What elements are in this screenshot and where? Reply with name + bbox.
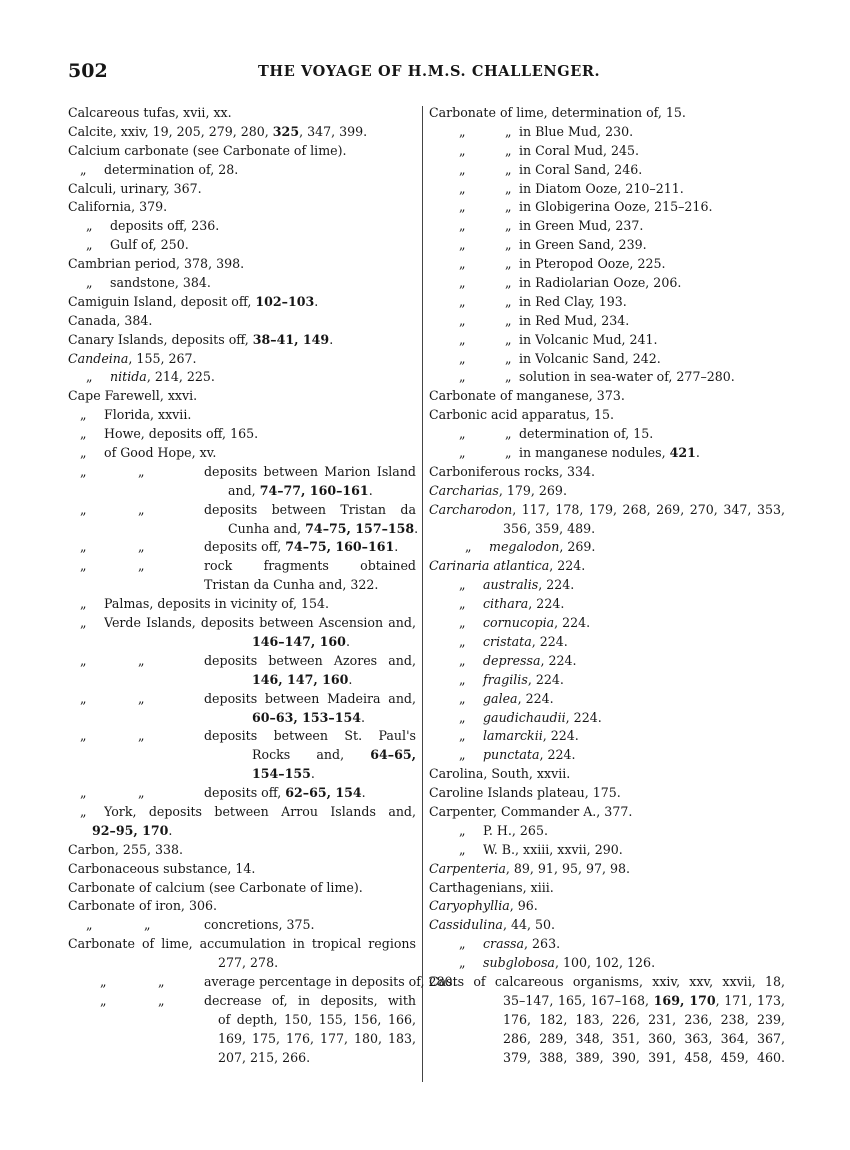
index-entry: „ fragilis, 224. bbox=[459, 671, 564, 687]
index-entry: 207, 215, 266. bbox=[218, 1049, 311, 1065]
index-entry: „ depressa, 224. bbox=[459, 652, 577, 668]
index-entry: 379, 388, 389, 390, 391, 458, 459, 460. bbox=[503, 1049, 785, 1065]
index-entry: „ lamarckii, 224. bbox=[459, 728, 579, 744]
index-entry: „ York, deposits between Arrou Islands and, bbox=[80, 803, 416, 819]
index-entry: Carcharias, 179, 269. bbox=[429, 482, 567, 498]
index-entry: „ „ average percentage in deposits of, 280. bbox=[100, 973, 457, 989]
index-entry: Carolina, South, xxvii. bbox=[429, 766, 571, 782]
index-entry: Canada, 384. bbox=[68, 312, 153, 328]
index-entry: Cambrian period, 378, 398. bbox=[68, 256, 245, 272]
index-entry: „ „ deposits between Azores and, bbox=[80, 652, 416, 668]
index-entry: „ „ in Green Sand, 239. bbox=[459, 237, 647, 253]
index-entry: „ crassa, 263. bbox=[459, 936, 561, 952]
index-entry: „ sandstone, 384. bbox=[86, 275, 211, 291]
index-entry: Cassidulina, 44, 50. bbox=[429, 917, 556, 933]
index-entry: „ „ concretions, 375. bbox=[86, 917, 315, 933]
index-entry: „ cristata, 224. bbox=[459, 633, 568, 649]
index-entry: „ Howe, deposits off, 165. bbox=[80, 426, 259, 442]
index-entry: 146–147, 160. bbox=[252, 633, 350, 649]
index-entry: California, 379. bbox=[68, 199, 168, 215]
index-entry: „ „ in Radiolarian Ooze, 206. bbox=[459, 275, 682, 291]
index-entry: 35–147, 165, 167–168, 169, 170, 171, 173, bbox=[503, 992, 785, 1008]
index-entry: „ „ determination of, 15. bbox=[459, 426, 654, 442]
index-entry: „ Palmas, deposits in vicinity of, 154. bbox=[80, 596, 330, 612]
index-entry: 176, 182, 183, 226, 231, 236, 238, 239, bbox=[503, 1011, 785, 1027]
index-entry: Carboniferous rocks, 334. bbox=[429, 463, 596, 479]
index-entry: 286, 289, 348, 351, 360, 363, 364, 367, bbox=[503, 1030, 785, 1046]
index-entry: Tristan da Cunha and, 322. bbox=[204, 577, 379, 593]
index-entry: „ Verde Islands, deposits between Ascension and, bbox=[80, 615, 416, 631]
page-number: 502 bbox=[68, 60, 108, 82]
index-entry: „ „ deposits off, 74–75, 160–161. bbox=[80, 539, 399, 555]
index-entry: „ „ decrease of, in deposits, with bbox=[100, 992, 416, 1008]
index-entry: 146, 147, 160. bbox=[252, 671, 353, 687]
index-entry: „ „ in Green Mud, 237. bbox=[459, 218, 644, 234]
index-entry: Calcite, xxiv, 19, 205, 279, 280, 325, 347, 399. bbox=[68, 123, 368, 139]
index-entry: „ determination of, 28. bbox=[80, 161, 239, 177]
index-entry: Casts of calcareous organisms, xxiv, xxv, xxvii, 18, bbox=[429, 973, 785, 989]
index-entry: „ subglobosa, 100, 102, 126. bbox=[459, 955, 656, 971]
index-entry: „ „ in manganese nodules, 421. bbox=[459, 445, 700, 461]
index-entry: Carbonate of calcium (see Carbonate of lime). bbox=[68, 879, 363, 895]
index-entry: Cunha and, 74–75, 157–158. bbox=[228, 520, 419, 536]
index-entry: „ „ in Volcanic Sand, 242. bbox=[459, 350, 661, 366]
index-entry: „ „ in Coral Sand, 246. bbox=[459, 161, 643, 177]
index-entry: Camiguin Island, deposit off, 102–103. bbox=[68, 293, 319, 309]
index-entry: „ „ rock fragments obtained bbox=[80, 558, 416, 574]
index-entry: „ „ deposits between Madeira and, bbox=[80, 690, 416, 706]
index-entry: Calculi, urinary, 367. bbox=[68, 180, 202, 196]
index-entry: „ cornucopia, 224. bbox=[459, 615, 591, 631]
index-entry: „ „ deposits between Tristan da bbox=[80, 501, 416, 517]
index-entry: Carcharodon, 117, 178, 179, 268, 269, 270, 347, 353, bbox=[429, 501, 785, 517]
index-entry: „ P. H., 265. bbox=[459, 822, 548, 838]
index-entry: „ of Good Hope, xv. bbox=[80, 445, 217, 461]
index-entry: 92–95, 170. bbox=[92, 822, 173, 838]
index-entry: Carbonic acid apparatus, 15. bbox=[429, 407, 614, 423]
index-entry: „ „ deposits between Marion Island bbox=[80, 463, 416, 479]
index-entry: of depth, 150, 155, 156, 166, bbox=[218, 1011, 416, 1027]
index-entry: Cape Farewell, xxvi. bbox=[68, 388, 198, 404]
index-entry: Carpenteria, 89, 91, 95, 97, 98. bbox=[429, 860, 631, 876]
index-entry: Caryophyllia, 96. bbox=[429, 898, 538, 914]
index-entry: Carbonate of iron, 306. bbox=[68, 898, 217, 914]
index-entry: „ „ in Globigerina Ooze, 215–216. bbox=[459, 199, 713, 215]
left-index-column bbox=[68, 104, 457, 1067]
index-entry: „ „ deposits between St. Paul's bbox=[80, 728, 416, 744]
index-entry: „ megalodon, 269. bbox=[465, 539, 596, 555]
index-entry: Rocks and, 64–65, bbox=[252, 747, 416, 763]
index-entry: „ punctata, 224. bbox=[459, 747, 576, 763]
index-entry: Carthagenians, xiii. bbox=[429, 879, 554, 895]
column-divider bbox=[422, 106, 423, 1082]
index-entry: Canary Islands, deposits off, 38–41, 149. bbox=[68, 331, 334, 347]
index-entry: „ „ in Blue Mud, 230. bbox=[459, 123, 634, 139]
index-entry: 356, 359, 489. bbox=[503, 520, 596, 536]
index-entry: „ „ in Pteropod Ooze, 225. bbox=[459, 256, 666, 272]
index-entry: Candeina, 155, 267. bbox=[68, 350, 197, 366]
index-entry: „ deposits off, 236. bbox=[86, 218, 220, 234]
index-entry: Calcium carbonate (see Carbonate of lime). bbox=[68, 142, 347, 158]
index-entry: „ galea, 224. bbox=[459, 690, 554, 706]
index-entry: „ „ in Coral Mud, 245. bbox=[459, 142, 640, 158]
index-entry: 60–63, 153–154. bbox=[252, 709, 366, 725]
index-entry: „ „ deposits off, 62–65, 154. bbox=[80, 785, 366, 801]
index-entry: 169, 175, 176, 177, 180, 183, bbox=[218, 1030, 416, 1046]
index-entry: and, 74–77, 160–161. bbox=[228, 482, 373, 498]
index-entry: „ Florida, xxvii. bbox=[80, 407, 192, 423]
index-entry: 154–155. bbox=[252, 766, 315, 782]
index-entry: 277, 278. bbox=[218, 955, 279, 971]
index-entry: „ australis, 224. bbox=[459, 577, 575, 593]
index-entry: „ nitida, 214, 225. bbox=[86, 369, 215, 385]
index-entry: „ W. B., xxiii, xxvii, 290. bbox=[459, 841, 623, 857]
index-entry: Calcareous tufas, xvii, xx. bbox=[68, 105, 232, 120]
index-entry: Carbonate of lime, accumulation in tropical regions bbox=[68, 936, 416, 952]
index-entry: Carbon, 255, 338. bbox=[68, 841, 184, 857]
index-entry: „ „ solution in sea-water of, 277–280. bbox=[459, 369, 735, 385]
index-entry: „ „ in Volcanic Mud, 241. bbox=[459, 331, 658, 347]
right-index-column bbox=[429, 104, 785, 1067]
index-entry: Carpenter, Commander A., 377. bbox=[429, 803, 633, 819]
index-entry: Carbonate of lime, determination of, 15. bbox=[429, 105, 686, 120]
index-entry: „ „ in Diatom Ooze, 210–211. bbox=[459, 180, 684, 196]
index-entry: „ gaudichaudii, 224. bbox=[459, 709, 602, 725]
index-entry: „ „ in Red Clay, 193. bbox=[459, 293, 627, 309]
index-entry: „ Gulf of, 250. bbox=[86, 237, 189, 253]
index-entry: „ „ in Red Mud, 234. bbox=[459, 312, 630, 328]
running-title: THE VOYAGE OF H.M.S. CHALLENGER. bbox=[258, 63, 601, 80]
index-entry: Carbonaceous substance, 14. bbox=[68, 860, 256, 876]
index-entry: Carbonate of manganese, 373. bbox=[429, 388, 625, 404]
index-entry: Carinaria atlantica, 224. bbox=[429, 558, 586, 574]
index-entry: „ cithara, 224. bbox=[459, 596, 565, 612]
index-entry: Caroline Islands plateau, 175. bbox=[429, 785, 621, 801]
